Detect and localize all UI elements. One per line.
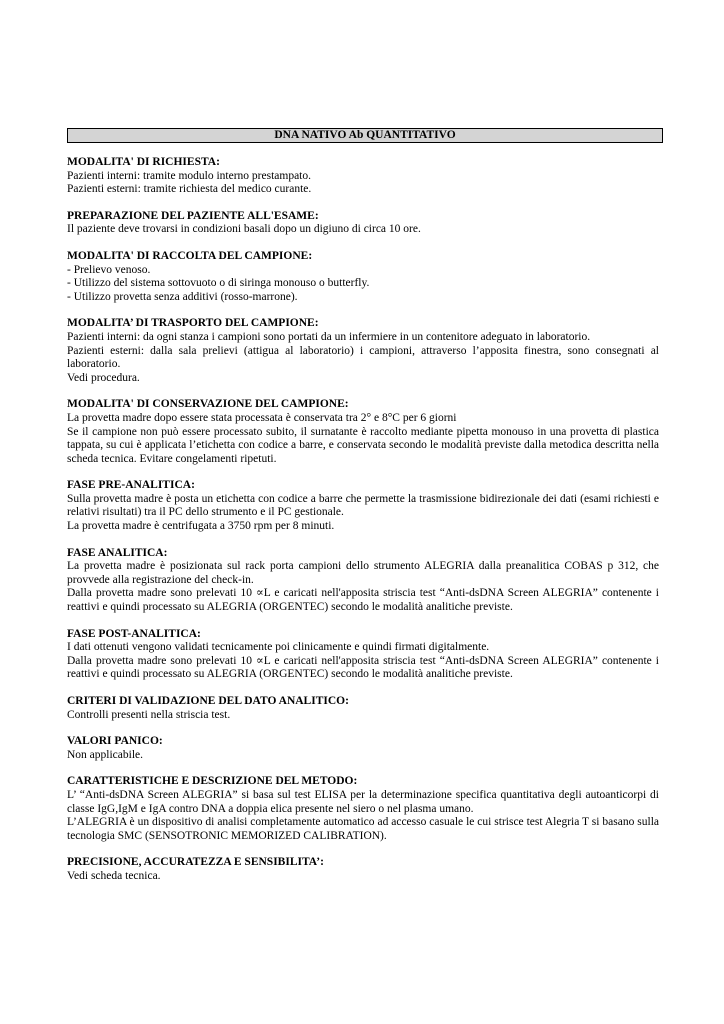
section-line: Dalla provetta madre sono prelevati 10 ∝L e caricati nell'apposita striscia test “Anti-dsDNA Screen ALEGRIA” contenente i reattivi e quindi processato su ALEGRIA (ORGENTEC) secondo le modalità analitiche previste. <box>67 587 659 614</box>
section-line: - Utilizzo provetta senza additivi (rosso-marrone). <box>67 290 298 303</box>
section-modalita-richiesta <box>67 156 659 197</box>
section-trasporto-campione <box>67 317 659 385</box>
section-line: Vedi procedura. <box>67 371 140 384</box>
section-line: Non applicabile. <box>67 748 144 761</box>
section-heading: MODALITA' DI RICHIESTA: <box>67 156 220 168</box>
section-conservazione-campione <box>67 398 659 466</box>
section-line: Pazienti esterni: tramite richiesta del medico curante. <box>67 183 312 196</box>
section-heading: PRECISIONE, ACCURATEZZA E SENSIBILITA’: <box>67 856 324 869</box>
section-line: La provetta madre è centrifugata a 3750 rpm per 8 minuti. <box>67 520 335 533</box>
document-title: DNA NATIVO Ab QUANTITATIVO <box>67 128 663 143</box>
section-line: Sulla provetta madre è posta un etichetta con codice a barre che permette la trasmissione bidirezionale dei dati (esami richiesti e relativi risultati) tra il PC dello strumento e il PC gestionale. <box>67 492 659 519</box>
section-line: L’ “Anti-dsDNA Screen ALEGRIA” si basa sul test ELISA per la determinazione specifica quantitativa degli autoanticorpi di classe IgG,IgM e IgA contro DNA a doppia elica presente nel siero o nel plasma umano. <box>67 788 659 815</box>
section-heading: FASE POST-ANALITICA: <box>67 627 201 640</box>
section-line: L’ALEGRIA è un dispositivo di analisi completamente automatico ad accesso casuale le cui strisce test Alegria T si basano sulla tecnologia SMC (SENSOTRONIC MEMORIZED CALIBRATION). <box>67 816 659 842</box>
section-line: Se il campione non può essere processato subito, il surnatante è raccolto mediante pipetta monouso in una provetta di plastica tappata, su cui è applicata l’etichetta con codice a barre, e conservata secondo le modalità previste dalla metodica descritta nella scheda tecnica. Evitare congelamenti ripetuti. <box>67 425 659 465</box>
section-preparazione-paziente <box>67 210 659 237</box>
section-heading: CRITERI DI VALIDAZIONE DEL DATO ANALITICO: <box>67 695 349 707</box>
section-heading: MODALITA' DI RACCOLTA DEL CAMPIONE: <box>67 249 313 262</box>
section-line: - Prelievo venoso. <box>67 263 151 276</box>
section-heading: CARATTERISTICHE E DESCRIZIONE DEL METODO: <box>67 775 358 788</box>
section-line: Pazienti interni: tramite modulo interno prestampato. <box>67 169 311 182</box>
section-caratteristiche-metodo <box>67 775 659 843</box>
section-criteri-validazione <box>67 695 659 722</box>
section-heading: FASE ANALITICA: <box>67 546 168 559</box>
section-fase-analitica <box>67 547 659 615</box>
section-heading: PREPARAZIONE DEL PAZIENTE ALL'ESAME: <box>67 209 319 222</box>
section-valori-panico <box>67 735 659 762</box>
section-fase-post-analitica <box>67 628 659 682</box>
section-line: I dati ottenuti vengono validati tecnicamente poi clinicamente e quindi firmati digitalmente. <box>67 641 490 654</box>
section-raccolta-campione <box>67 250 659 304</box>
section-line: - Utilizzo del sistema sottovuoto o di siringa monouso o butterfly. <box>67 277 370 290</box>
document-content <box>67 156 659 897</box>
section-line: Dalla provetta madre sono prelevati 10 ∝L e caricati nell'apposita striscia test “Anti-dsDNA Screen ALEGRIA” contenente i reattivi e quindi processato su ALEGRIA (ORGENTEC) secondo le modalità analitiche previste. <box>67 654 659 681</box>
section-precisione-accuratezza <box>67 856 659 883</box>
section-heading: VALORI PANICO: <box>67 735 163 748</box>
section-heading: MODALITA' DI CONSERVAZIONE DEL CAMPIONE: <box>67 398 349 411</box>
section-line: La provetta madre dopo essere stata processata è conservata tra 2° e 8°C per 6 giorni <box>67 411 457 424</box>
section-fase-pre-analitica <box>67 479 659 533</box>
section-line: Controlli presenti nella striscia test. <box>67 708 231 721</box>
section-line: Vedi scheda tecnica. <box>67 869 161 882</box>
section-line: Pazienti esterni: dalla sala prelievi (attigua al laboratorio) i campioni, attraverso l’apposita finestra, sono consegnati al laboratorio. <box>67 344 659 371</box>
section-line: Pazienti interni: da ogni stanza i campioni sono portati da un infermiere in un contenitore adeguato in laboratorio. <box>67 330 591 343</box>
section-heading: MODALITA’ DI TRASPORTO DEL CAMPIONE: <box>67 317 319 330</box>
section-line: Il paziente deve trovarsi in condizioni basali dopo un digiuno di circa 10 ore. <box>67 223 421 236</box>
section-heading: FASE PRE-ANALITICA: <box>67 479 195 492</box>
section-line: La provetta madre è posizionata sul rack porta campioni dello strumento ALEGRIA dalla preanalitica COBAS p 312, che provvede alla registrazione del check-in. <box>67 560 659 586</box>
